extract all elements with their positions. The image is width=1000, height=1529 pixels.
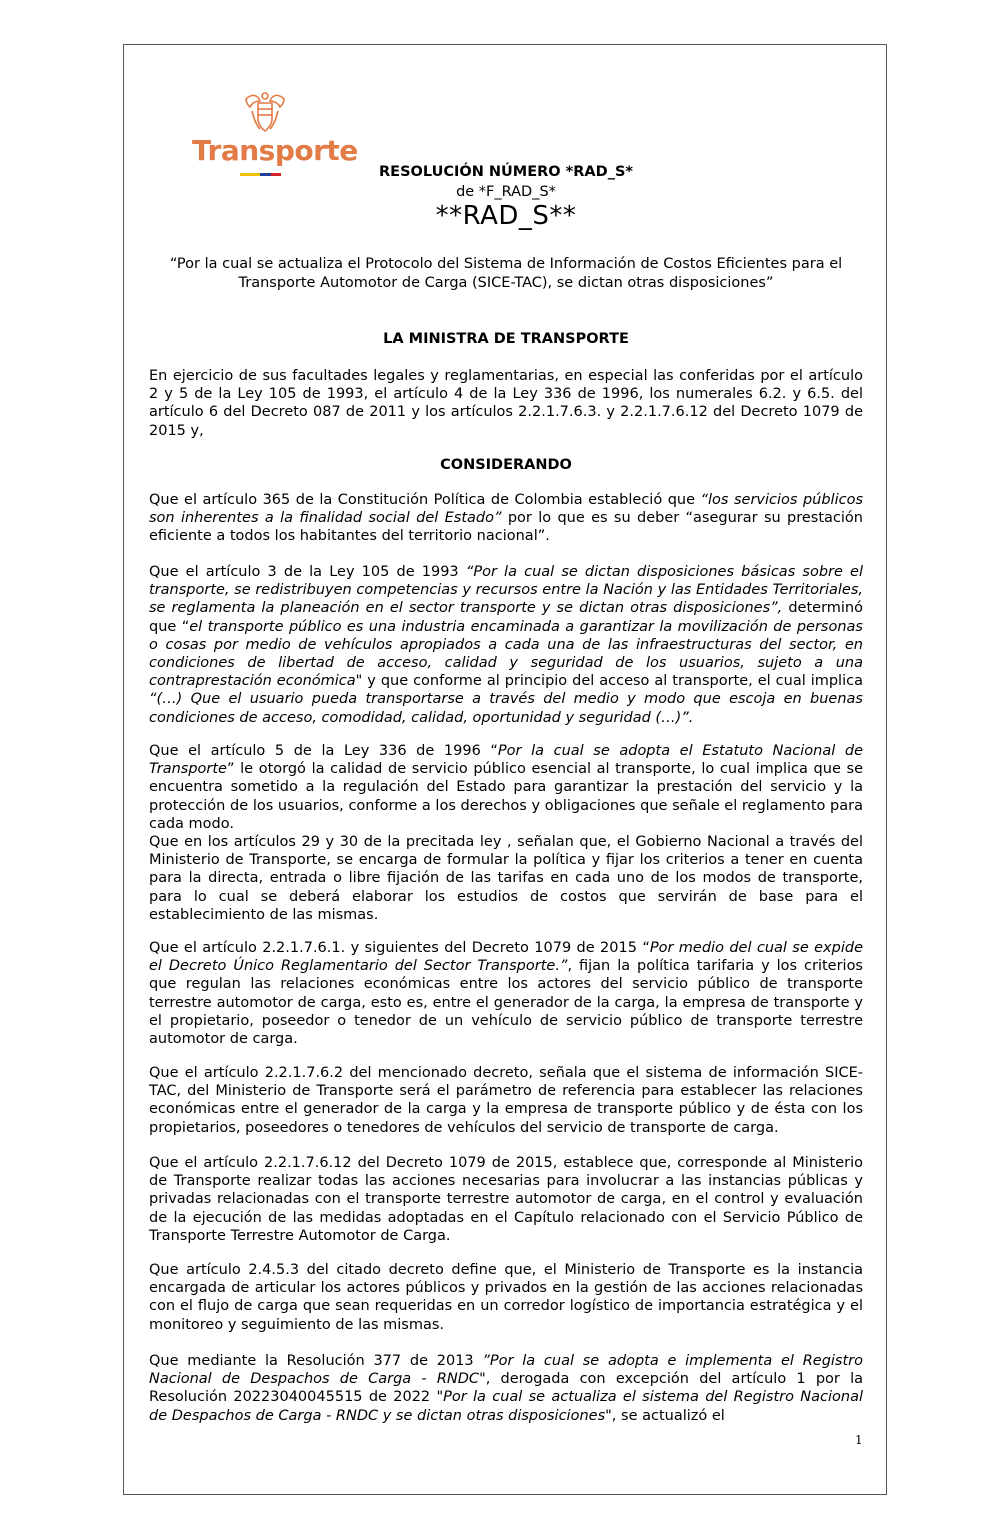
paragraph-3: Que el artículo 5 de la Ley 336 de 1996 “Por la cual se adopta el Estatuto Nacional de Transporte” le otorgó la calidad de servicio público esencial al transporte, lo cual implica que se encuentra sometido a la regulación del Estado para garantizar la prestación del servicio y la protección de los usuarios, conforme a los derechos y obligaciones que señale el reglamento para cada modo. [149, 743, 863, 832]
paragraph-5: Que el artículo 2.2.1.7.6.1. y siguientes del Decreto 1079 de 2015 “Por medio del cual se expide el Decreto Único Reglamentario del Sector Transporte.”, fijan la política tarifaria y los criterios que regulan las relaciones económicas entre los actores del servicio público de transporte terrestre automotor de carga, esto es, entre el generador de la carga, la empresa de transporte y el propietario, poseedor o tenedor de un vehículo de servicio público de transporte terrestre automotor de carga. [149, 940, 863, 1048]
resolution-subject: “Por la cual se actualiza el Protocolo del Sistema de Información de Costos Eficientes para el Transporte Automotor de Carga (SICE-TAC), se dictan otras disposiciones” [169, 256, 843, 291]
paragraph-2: Que el artículo 3 de la Ley 105 de 1993 “Por la cual se dictan disposiciones básicas sobre el transporte, se redistribuyen competencias y recursos entre la Nación y las Entidades Territoriales, se reglamenta la planeación en el sector transporte y se dictan otras disposiciones”, determinó que “el transporte público es una industria encaminada a garantizar la movilización de personas o cosas por medio de vehículos apropiados a cada una de las infraestructuras del sector, en condiciones de libertad de acceso, calidad y seguridad de los usuarios, sujeto a una contraprestación económica" y que conforme al principio del acceso al transporte, el cual implica “(…) Que el usuario pueda transportarse a través del medio y modo que escoja en buenas condiciones de acceso, comodidad, calidad, oportunidad y seguridad (…)”. [149, 564, 863, 726]
considerando-heading: CONSIDERANDO [440, 457, 572, 473]
authority-heading: LA MINISTRA DE TRANSPORTE [383, 331, 629, 347]
logo-wordmark: Transporte [192, 134, 358, 167]
paragraph-8: Que artículo 2.4.5.3 del citado decreto define que, el Ministerio de Transporte es la instancia encargada de articular los actores públicos y privados en la gestión de las acciones relacionadas con el flujo de carga que sean requeridas en un corredor logístico de importancia estratégica y el monitoreo y seguimiento de las mismas. [149, 1262, 863, 1333]
resolution-date: de *F_RAD_S* [456, 184, 556, 200]
resolution-number: RESOLUCIÓN NÚMERO *RAD_S* [379, 164, 633, 180]
paragraph-9: Que mediante la Resolución 377 de 2013 ”Por la cual se adopta e implementa el Registro Nacional de Despachos de Carga - RNDC", derogada con excepción del artículo 1 por la Resolución 20223040045515 de 2022 "Por la cual se actualiza el sistema del Registro Nacional de Despachos de Carga - RNDC y se dictan otras disposiciones", se actualizó el [149, 1353, 864, 1424]
paragraph-6: Que el artículo 2.2.1.7.6.2 del mencionado decreto, señala que el sistema de información SICE-TAC, del Ministerio de Transporte será el parámetro de referencia para establecer las relaciones económicas entre el generador de la carga y la empresa de transporte público y de ésta con los propietarios, poseedores o tenedores de vehículos del servicio de transporte de carga. [149, 1065, 863, 1136]
paragraph-1: Que el artículo 365 de la Constitución Política de Colombia estableció que “los servicios públicos son inherentes a la finalidad social del Estado” por lo que es su deber “asegurar su prestación eficiente a todos los habitantes del territorio nacional”. [149, 492, 863, 545]
preamble-paragraph: En ejercicio de sus facultades legales y reglamentarias, en especial las conferidas por el artículo 2 y 5 de la Ley 105 de 1993, el artículo 4 de la Ley 336 de 1996, los numerales 6.2. y 6.5. del artículo 6 del Decreto 087 de 2011 y los artículos 2.2.1.7.6.3. y 2.2.1.7.6.12 del Decreto 1079 de 2015 y, [149, 368, 863, 439]
document-page [123, 44, 887, 1495]
coat-of-arms-icon [242, 89, 288, 137]
paragraph-7: Que el artículo 2.2.1.7.6.12 del Decreto 1079 de 2015, establece que, corresponde al Ministerio de Transporte realizar todas las acciones necesarias para involucrar a las instancias públicas y privadas relacionadas con el transporte terrestre automotor de carga, en el control y evaluación de la ejecución de las medidas adoptadas en el Capítulo relacionado con el Servicio Público de Transporte Terrestre Automotor de Carga. [149, 1155, 863, 1244]
page-number: 1 [855, 1433, 863, 1447]
paragraph-4: Que en los artículos 29 y 30 de la precitada ley , señalan que, el Gobierno Nacional a través del Ministerio de Transporte, se encarga de formular la política y fijar los criterios a tener en cuenta para la directa, entrada o libre fijación de las tarifas en cada uno de los modos de transporte, para lo cual se deberá elaborar los estudios de costos que servirán de base para el establecimiento de las mismas. [149, 834, 863, 923]
rad-code: **RAD_S** [435, 201, 577, 231]
